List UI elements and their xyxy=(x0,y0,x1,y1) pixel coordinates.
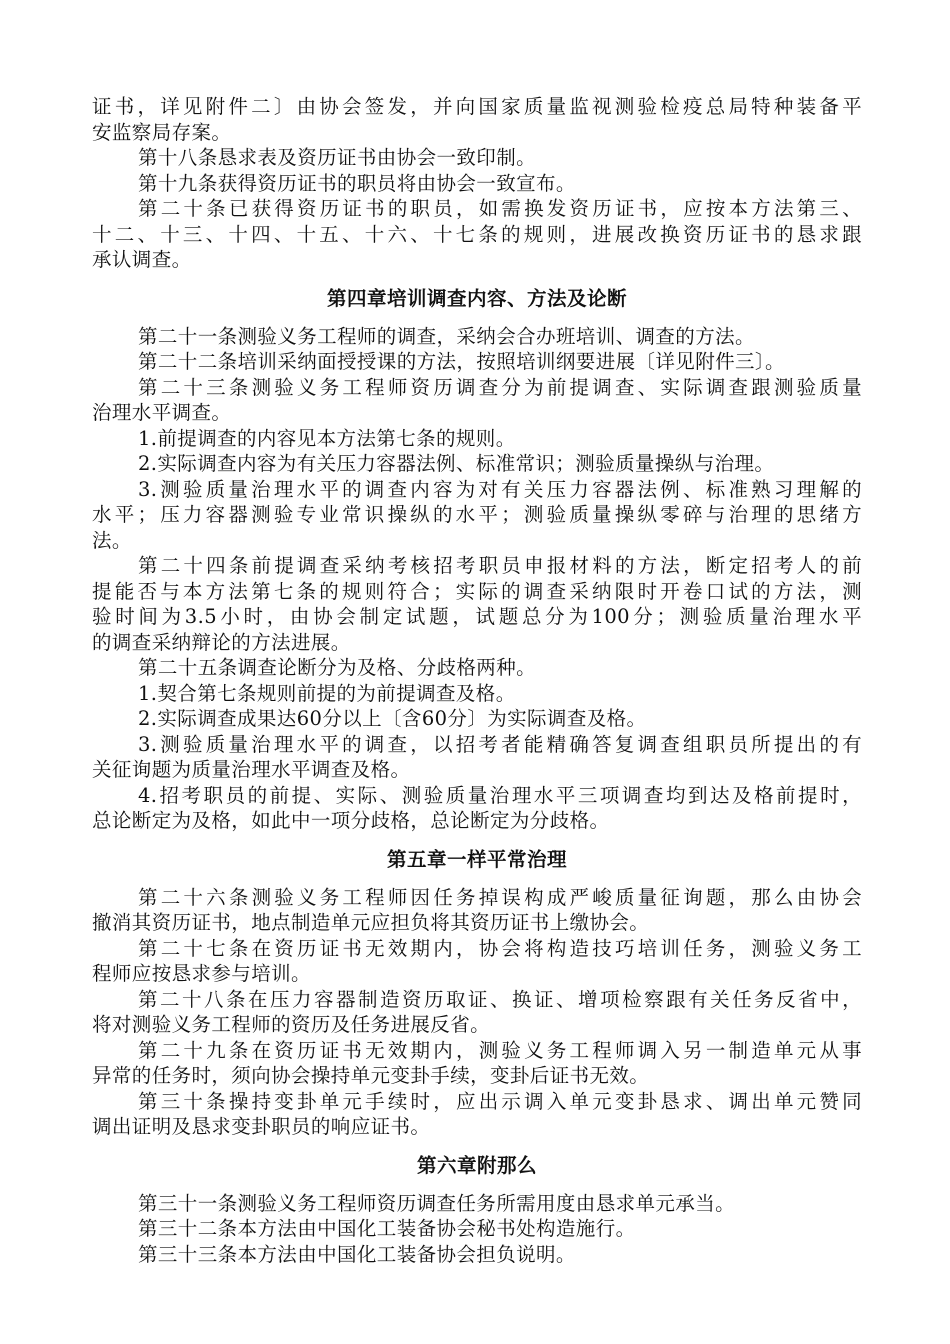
paragraph xyxy=(92,477,862,554)
text-line: 第十八条恳求表及资历证书由协会一致印制。 xyxy=(138,146,537,169)
text-line: 调出证明及恳求变卦职员的响应证书。 xyxy=(92,1115,431,1138)
section-s4 xyxy=(92,273,862,834)
paragraph xyxy=(92,655,862,681)
chapter-heading: 第六章附那么 xyxy=(416,1153,537,1177)
paragraph xyxy=(92,936,862,987)
text-line: 4.招考职员的前提、实际、测验质量治理水平三项调查均到达及格前提时， xyxy=(138,783,862,807)
text-line: 关征询题为质量治理水平调查及格。 xyxy=(92,758,411,781)
text-line: 第三十三条本方法由中国化工装备协会担负说明。 xyxy=(138,1242,576,1266)
text-line: 第二十八条在压力容器制造资历取证、换证、增项检察跟有关任务反省中， xyxy=(138,987,862,1011)
text-line: 3.测验质量治理水平的调查内容为对有关压力容器法例、标准熟习理解的 xyxy=(138,477,862,501)
paragraph xyxy=(92,375,862,426)
text-line: 证书，详见附件二〕由协会签发，并向国家质量监视测验检疫总局特种装备平 xyxy=(92,95,862,118)
text-line: 法。 xyxy=(92,528,132,552)
chapter-heading: 第五章一样平常治理 xyxy=(386,847,567,871)
paragraph xyxy=(92,171,862,197)
spacer xyxy=(92,1179,862,1191)
paragraph xyxy=(92,553,862,655)
paragraph xyxy=(92,885,862,936)
text-line: 第二十九条在资历证书无效期内，测验义务工程师调入另一制造单元从事 xyxy=(138,1038,862,1062)
text-line: 治理水平调查。 xyxy=(92,401,232,424)
text-line: 第二十条已获得资历证书的职员，如需换发资历证书，应按本方法第三、 xyxy=(138,197,862,220)
spacer xyxy=(92,273,862,286)
paragraph xyxy=(92,94,862,145)
paragraph xyxy=(92,426,862,452)
paragraph xyxy=(92,987,862,1038)
paragraph xyxy=(92,706,862,732)
paragraph xyxy=(92,349,862,375)
text-line: 异常的任务时，须向协会操持单元变卦手续，变卦后证书无效。 xyxy=(92,1064,650,1087)
text-line: 十二、十三、十四、十五、十六、十七条的规则，进展改换资历证书的恳求跟 xyxy=(92,222,862,246)
text-line: 程师应按恳求参与培训。 xyxy=(92,962,311,985)
paragraph xyxy=(92,196,862,273)
paragraph xyxy=(92,732,862,783)
text-line: 水平；压力容器测验专业常识操纵的水平；测验质量操纵零碎与治理的思绪方 xyxy=(92,503,862,526)
text-line: 第二十七条在资历证书无效期内，协会将构造技巧培训任务，测验义务工 xyxy=(138,936,862,960)
spacer xyxy=(92,312,862,324)
text-line: 总论断定为及格，如此中一项分歧格，总论断定为分歧格。 xyxy=(92,809,610,832)
paragraph xyxy=(92,681,862,707)
paragraph xyxy=(92,451,862,477)
text-line: 安监察局存案。 xyxy=(92,120,232,144)
paragraph xyxy=(92,324,862,350)
paragraph xyxy=(92,1242,862,1268)
paragraph xyxy=(92,1191,862,1217)
text-line: 第二十六条测验义务工程师因任务掉误构成严峻质量征询题，那么由协会 xyxy=(138,885,862,909)
text-line: 提能否与本方法第七条的规则符合；实际的调查采纳限时开卷口试的方法，测 xyxy=(92,579,862,603)
chapter-heading: 第四章培训调查内容、方法及论断 xyxy=(326,286,627,310)
text-line: 3.测验质量治理水平的调查，以招考者能精确答复调查组职员所提出的有 xyxy=(138,732,862,756)
spacer xyxy=(92,1140,862,1153)
text-line: 第三十条操持变卦单元手续时，应出示调入单元变卦恳求、调出单元赞同 xyxy=(138,1089,862,1113)
section-s3 xyxy=(92,94,862,273)
section-s5 xyxy=(92,834,862,1140)
text-line: 第二十三条测验义务工程师资历调查分为前提调查、实际调查跟测验质量 xyxy=(138,375,862,399)
text-line: 承认调查。 xyxy=(92,248,192,271)
text-line: 第二十二条培训采纳面授授课的方法，按照培训纲要进展〔详见附件三〕。 xyxy=(138,350,785,373)
text-line: 2.实际调查内容为有关压力容器法例、标准常识；测验质量操纵与治理。 xyxy=(138,452,775,475)
text-line: 第十九条获得资历证书的职员将由协会一致宣布。 xyxy=(138,171,576,195)
text-line: 第三十二条本方法由中国化工装备协会秘书处构造施行。 xyxy=(138,1217,636,1240)
document-page xyxy=(92,94,862,1267)
text-line: 撤消其资历证书，地点制造单元应担负将其资历证书上缴协会。 xyxy=(92,911,650,934)
paragraph xyxy=(92,1038,862,1089)
text-line: 将对测验义务工程师的资历及任务进展反省。 xyxy=(92,1013,491,1036)
text-line: 第二十五条调查论断分为及格、分歧格两种。 xyxy=(138,656,537,679)
paragraph xyxy=(92,783,862,834)
paragraph xyxy=(92,1216,862,1242)
text-line: 1.契合第七条规则前提的为前提调查及格。 xyxy=(138,681,516,705)
spacer xyxy=(92,873,862,885)
text-line: 2.实际调查成果达60分以上〔含60分〕为实际调查及格。 xyxy=(138,707,647,730)
text-line: 第三十一条测验义务工程师资历调查任务所需用度由恳求单元承当。 xyxy=(138,1191,736,1215)
paragraph xyxy=(92,1089,862,1140)
paragraph xyxy=(92,145,862,171)
text-line: 的调查采纳辩论的方法进展。 xyxy=(92,630,351,654)
section-s6 xyxy=(92,1140,862,1268)
text-line: 验时间为3.5小时，由协会制定试题，试题总分为100分；测验质量治理水平 xyxy=(92,605,862,628)
text-line: 第二十一条测验义务工程师的调查，采纳会合办班培训、调查的方法。 xyxy=(138,324,755,348)
text-line: 第二十四条前提调查采纳考核招考职员申报材料的方法，断定招考人的前 xyxy=(138,554,862,577)
spacer xyxy=(92,834,862,847)
text-line: 1.前提调查的内容见本方法第七条的规则。 xyxy=(138,426,516,450)
